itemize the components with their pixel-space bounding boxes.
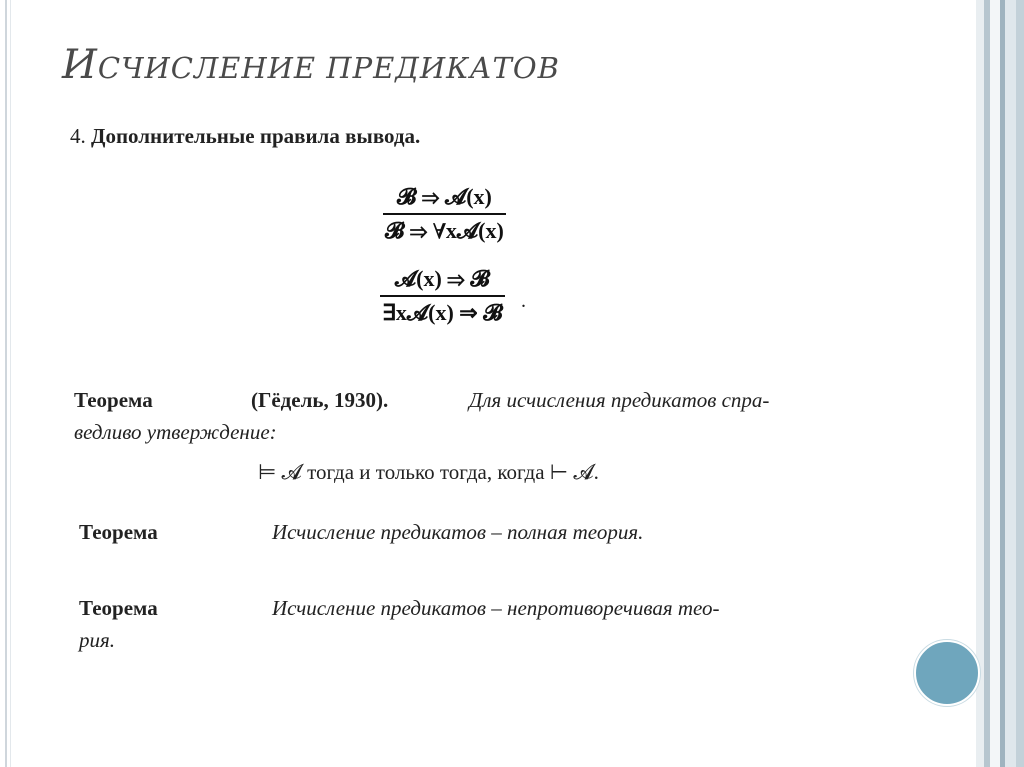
- slide-title: [62, 42, 560, 88]
- decorative-circle: [914, 640, 980, 706]
- left-border-line: [5, 0, 7, 767]
- rule2-conclusion: ∃x𝓐(x) ⇒ 𝓑: [382, 300, 503, 325]
- inference-rule-universal: [383, 184, 506, 244]
- section-heading: [70, 124, 420, 149]
- stripe: [1016, 0, 1024, 767]
- rule2-fraction-bar: [380, 295, 505, 297]
- section-title: Дополнительные правила вывода.: [91, 124, 421, 148]
- rule1-conclusion: 𝓑 ⇒ ∀x𝓐(x): [385, 218, 504, 243]
- theorem3-text-line1: Исчисление предикатов – непротиворечивая тео-: [272, 596, 720, 620]
- stripe: [976, 0, 984, 767]
- theorem1-formula: ⊨ 𝓐 тогда и только тогда, когда ⊢ 𝓐.: [258, 460, 599, 484]
- theorem2-label: Теорема: [79, 520, 158, 544]
- theorem1-text-line1: Для исчисления предикатов спра-: [469, 388, 770, 412]
- theorem3-text-line2: рия.: [79, 628, 116, 652]
- rule1-fraction-bar: [383, 213, 506, 215]
- rule1-premise: 𝓑 ⇒ 𝓐(x): [396, 184, 492, 209]
- theorem2-text: Исчисление предикатов – полная теория.: [272, 520, 644, 544]
- inference-rule-existential: [380, 266, 505, 326]
- title-first-letter: И: [62, 42, 98, 88]
- stripe: [1005, 0, 1016, 767]
- section-number: 4.: [70, 124, 86, 148]
- stripe: [990, 0, 1000, 767]
- theorem3-label: Теорема: [79, 596, 158, 620]
- theorem1-attribution: (Гёдель, 1930).: [251, 388, 389, 412]
- right-decorative-stripes: [976, 0, 1024, 767]
- theorem1-text-line2: ведливо утверждение:: [74, 420, 277, 444]
- theorem1-label: Теорема: [74, 388, 153, 412]
- rule2-trailing-period: .: [521, 290, 526, 312]
- rule2-premise: 𝓐(x) ⇒ 𝓑: [394, 266, 490, 291]
- left-border-line-inner: [10, 0, 11, 767]
- title-rest: СЧИСЛЕНИЕ ПРЕДИКАТОВ: [97, 51, 560, 85]
